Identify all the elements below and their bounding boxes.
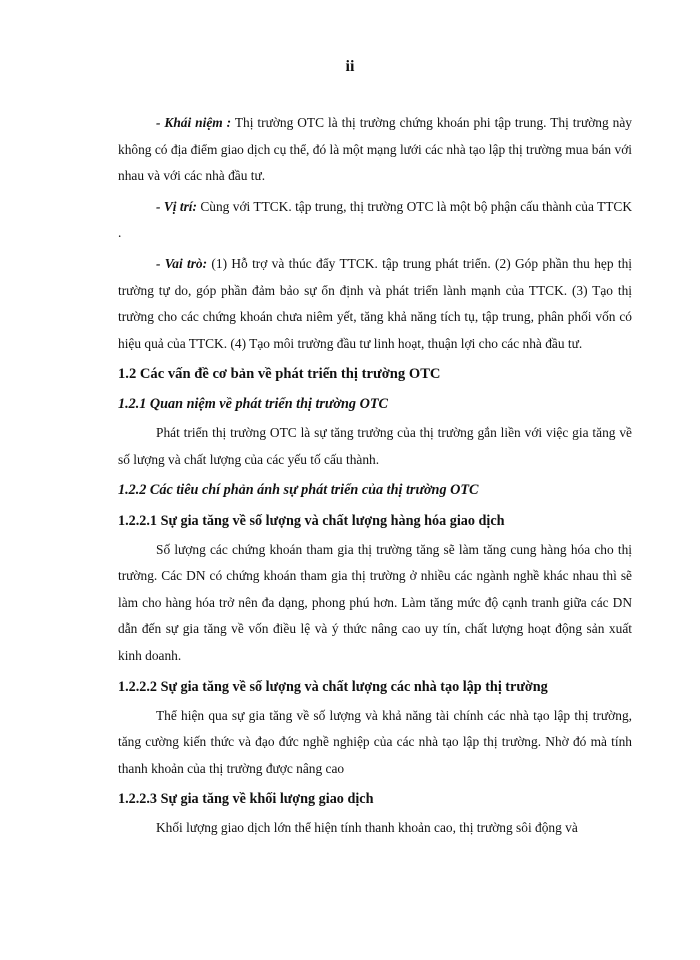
section-heading-1-2: 1.2 Các vấn đề cơ bản về phát triển thị trường OTC <box>118 366 441 383</box>
page-number: ii <box>345 58 355 75</box>
role-paragraph <box>118 251 632 357</box>
concept-label: - Khái niệm : <box>156 115 232 130</box>
concept-paragraph <box>118 110 632 190</box>
position-text: Cùng với TTCK. tập trung, thị trường OTC là một bộ phận cấu thành của TTCK . <box>118 198 632 241</box>
role-text: (1) Hỗ trợ và thúc đẩy TTCK. tập trung phát triển. (2) Góp phần thu hẹp thị trường tự do, góp phần đảm bảo sự ổn định và phát triển lành mạnh của TTCK. (3) Tạo thị trường cho các chứng khoán chưa niêm yết, tăng khả năng tích tụ, tập trung, phân phối vốn có hiệu quả của TTCK. (4) Tạo môi trường đầu tư linh hoạt, thuận lợi cho các nhà đầu tư. <box>118 255 633 351</box>
section-1-2-1-paragraph: Phát triển thị trường OTC là sự tăng trưởng của thị trường gắn liền với việc gia tăng về số lượng và chất lượng của các yếu tố cấu thành. <box>118 425 632 467</box>
body-text <box>118 110 632 842</box>
concept-text: Thị trường OTC là thị trường chứng khoán phi tập trung. Thị trường này không có địa điểm giao dịch cụ thể, đó là một mạng lưới các nhà tạo lập thị trường mua bán với nhau và với các nhà đầu tư. <box>118 115 632 184</box>
section-1-2-2-1-paragraph: Số lượng các chứng khoán tham gia thị trường tăng sẽ làm tăng cung hàng hóa cho thị trường. Các DN có chứng khoán tham gia thị trường ở nhiều các ngành nghề khác nhau thì sẽ làm cho hàng hóa trở nên đa dạng, phong phú hơn. Làm tăng mức độ cạnh tranh giữa các DN dẫn đến sự gia tăng về vốn điều lệ và ý thức nâng cao uy tín, chất lượng hoạt động sản xuất kinh doanh. <box>118 541 632 663</box>
section-heading-1-2-2-2: 1.2.2.2 Sự gia tăng về số lượng và chất lượng các nhà tạo lập thị trường <box>118 678 548 695</box>
section-1-2-2-3-paragraph: Khối lượng giao dịch lớn thể hiện tính thanh khoản cao, thị trường sôi động và <box>156 820 578 836</box>
section-1-2-2-2-paragraph: Thể hiện qua sự gia tăng về số lượng và khả năng tài chính các nhà tạo lập thị trường, tăng cường kiến thức và đạo đức nghề nghiệp của các nhà tạo lập thị trường. Nhờ đó mà tính thanh khoản của thị trường được nâng cao <box>118 707 632 776</box>
position-label: - Vị trí: <box>156 198 197 214</box>
section-heading-1-2-1: 1.2.1 Quan niệm về phát triển thị trường OTC <box>118 396 388 413</box>
position-paragraph <box>118 194 632 247</box>
section-heading-1-2-2-1: 1.2.2.1 Sự gia tăng về số lượng và chất lượng hàng hóa giao dịch <box>118 512 505 529</box>
role-label: - Vai trò: <box>156 255 208 271</box>
section-heading-1-2-2: 1.2.2 Các tiêu chí phản ánh sự phát triển của thị trường OTC <box>118 481 479 498</box>
section-heading-1-2-2-3: 1.2.2.3 Sự gia tăng về khối lượng giao dịch <box>118 791 374 808</box>
